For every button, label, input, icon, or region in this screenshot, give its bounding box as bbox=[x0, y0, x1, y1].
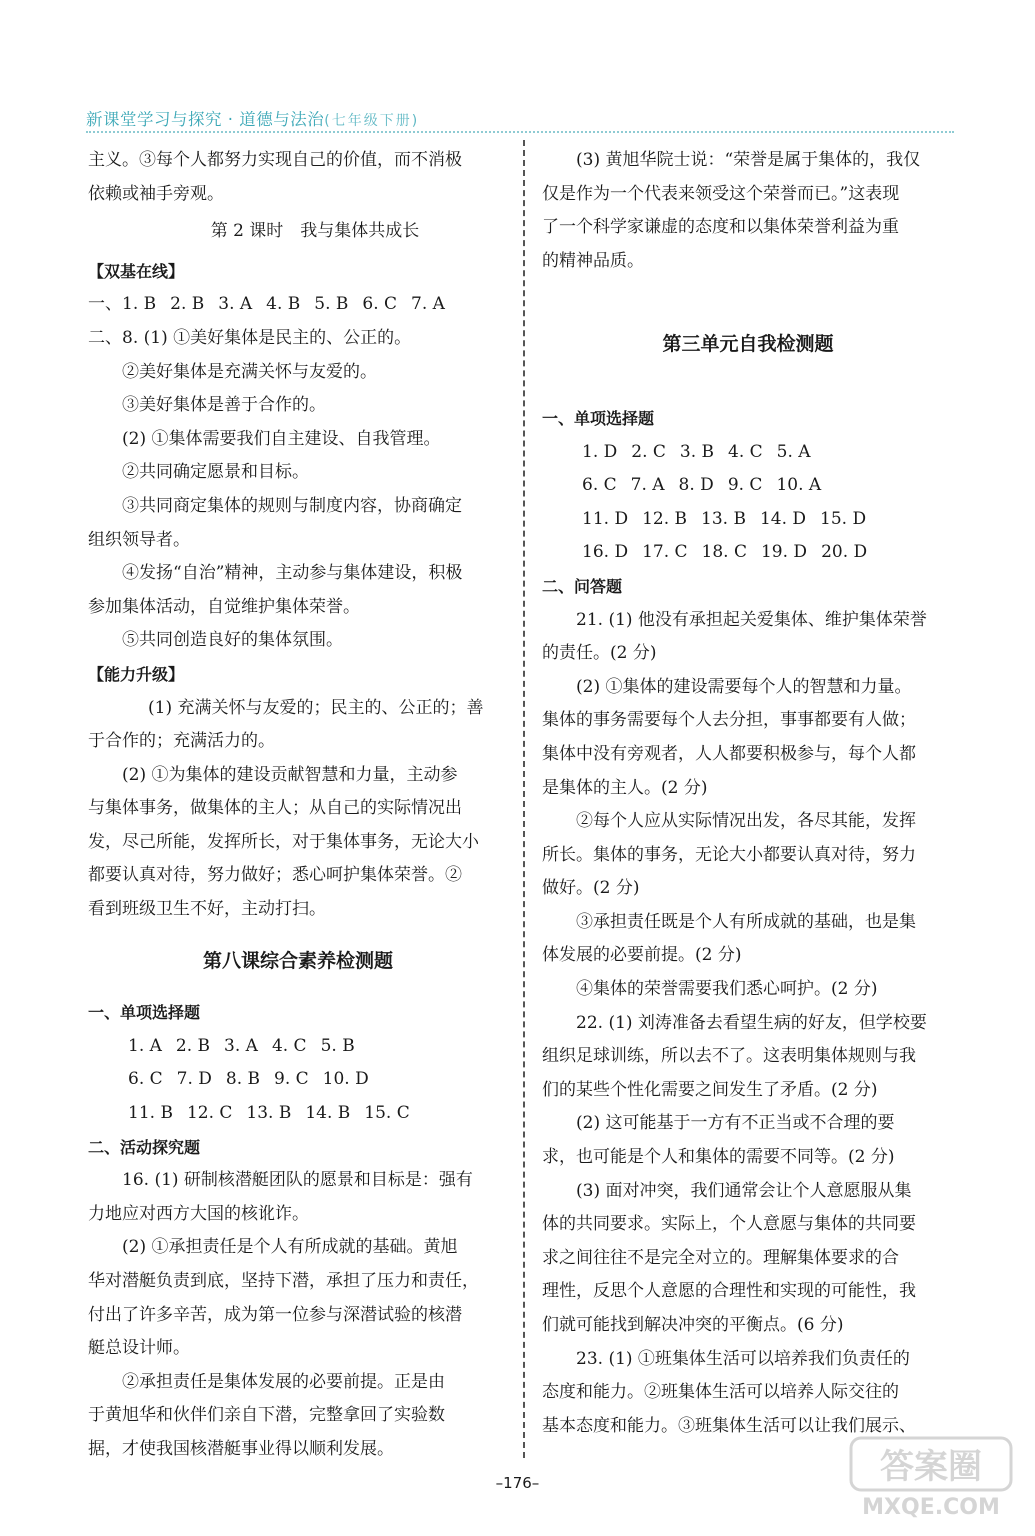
text-line: 集体中没有旁观者，人人都要积极参与，每个人都 bbox=[542, 743, 916, 764]
text-line: (3) 黄旭华院士说：“荣誉是属于集体的，我仅 bbox=[576, 150, 921, 170]
text-line: (1) 充满关怀与友爱的；民主的、公正的；善 bbox=[148, 697, 484, 718]
svg-text:MXQE.COM: MXQE.COM bbox=[862, 1495, 1000, 1520]
text-line: 基本态度和能力。③班集体生活可以让我们展示、 bbox=[542, 1415, 916, 1436]
text-line: 的责任。(2 分) bbox=[542, 643, 657, 664]
watermark-logo bbox=[847, 1432, 1017, 1522]
text-line: 22. (1) 刘涛准备去看望生病的好友，但学校要 bbox=[576, 1012, 927, 1033]
text-line: 做好。(2 分) bbox=[542, 878, 640, 899]
text-line: (3) 面对冲突，我们通常会让个人意愿服从集 bbox=[576, 1180, 912, 1201]
text-line: ②美好集体是充满关怀与友爱的。 bbox=[122, 361, 377, 382]
text-line: 态度和能力。②班集体生活可以培养人际交往的 bbox=[542, 1382, 899, 1403]
text-line: ②承担责任是集体发展的必要前提。正是由 bbox=[122, 1371, 445, 1392]
qa-heading: 二、问答题 bbox=[542, 576, 623, 596]
text-line: ②共同确定愿景和目标。 bbox=[122, 462, 309, 483]
column-divider bbox=[523, 140, 525, 1458]
single-choice-heading: 一、单项选择题 bbox=[88, 1003, 201, 1023]
text-line: 付出了许多辛苦，成为第一位参与深潜试验的核潜 bbox=[88, 1304, 462, 1325]
header-subtitle: (七年级下册) bbox=[324, 113, 420, 129]
text-line: 都要认真对待，努力做好；悉心呵护集体荣誉。② bbox=[88, 865, 462, 886]
svg-text:答案圈: 答案圈 bbox=[880, 1447, 982, 1487]
text-line: 发，尽己所能，发挥所长，对于集体事务，无论大小 bbox=[88, 831, 479, 852]
text-line: 与集体事务，做集体的主人；从自己的实际情况出 bbox=[88, 798, 462, 819]
header-title: 新课堂学习与探究 · 道德与法治 bbox=[86, 110, 325, 129]
answer-row: 1. A 2. B 3. A 4. C 5. B bbox=[128, 1035, 355, 1056]
text-line: 主义。③每个人都努力实现自己的价值，而不消极 bbox=[88, 150, 462, 170]
text-line: 理性，反思个人意愿的合理性和实现的可能性，我 bbox=[542, 1281, 916, 1302]
text-line: 看到班级卫生不好，主动打扫。 bbox=[88, 899, 326, 920]
answer-row: 6. C 7. D 8. B 9. C 10. D bbox=[128, 1069, 369, 1090]
text-line: 于黄旭华和伙伴们亲自下潜，完整拿回了实验数 bbox=[88, 1405, 445, 1426]
text-line: 二、8. (1) ①美好集体是民主的、公正的。 bbox=[88, 327, 412, 348]
text-line: 集体的事务需要每个人去分担，事事都要有人做； bbox=[542, 710, 916, 731]
left-column bbox=[88, 144, 508, 1467]
text-line: ⑤共同创造良好的集体氛围。 bbox=[122, 630, 343, 651]
text-line: 求，也可能是个人和集体的需要不同等。(2 分) bbox=[542, 1147, 895, 1168]
text-line: ③美好集体是善于合作的。 bbox=[122, 395, 326, 416]
text-line: 依赖或袖手旁观。 bbox=[88, 183, 224, 204]
right-column bbox=[542, 144, 954, 1443]
text-line: (2) 这可能基于一方有不正当或不合理的要 bbox=[576, 1113, 895, 1134]
text-line: 们就可能找到解决冲突的平衡点。(6 分) bbox=[542, 1315, 844, 1335]
text-line: 参加集体活动，自觉维护集体荣誉。 bbox=[88, 596, 360, 617]
lesson-title: 第 2 课时 我与集体共成长 bbox=[210, 221, 420, 242]
text-line: 组织足球训练，所以去不了。这表明集体规则与我 bbox=[542, 1046, 916, 1067]
text-line: 23. (1) ①班集体生活可以培养我们负责任的 bbox=[576, 1348, 910, 1369]
activity-heading: 二、活动探究题 bbox=[88, 1137, 201, 1157]
single-choice-heading: 一、单项选择题 bbox=[542, 408, 655, 428]
page-number: –176– bbox=[495, 1474, 540, 1492]
text-line: (2) ①集体需要我们自主建设、自我管理。 bbox=[122, 428, 441, 449]
text-line: ②每个人应从实际情况出发，各尽其能，发挥 bbox=[576, 811, 916, 832]
text-line: 艇总设计师。 bbox=[88, 1338, 190, 1359]
text-line: ③承担责任既是个人有所成就的基础，也是集 bbox=[576, 911, 916, 932]
header-rule bbox=[86, 131, 954, 133]
test-title: 第八课综合素养检测题 bbox=[202, 949, 393, 972]
unit-title: 第三单元自我检测题 bbox=[662, 333, 834, 356]
text-line: 体发展的必要前提。(2 分) bbox=[542, 945, 742, 966]
running-header bbox=[86, 106, 419, 130]
text-line: 于合作的；充满活力的。 bbox=[88, 731, 275, 752]
answer-row: 1. D 2. C 3. B 4. C 5. A bbox=[582, 441, 811, 462]
text-line: 们的某些个性化需要之间发生了矛盾。(2 分) bbox=[542, 1079, 878, 1100]
text-line: 16. (1) 研制核潜艇团队的愿景和目标是：强有 bbox=[122, 1170, 473, 1191]
text-line: ④集体的荣誉需要我们悉心呵护。(2 分) bbox=[576, 979, 878, 1000]
text-line: ③共同商定集体的规则与制度内容，协商确定 bbox=[122, 495, 462, 516]
text-line: (2) ①集体的建设需要每个人的智慧和力量。 bbox=[576, 676, 912, 697]
answer-row: 11. B 12. C 13. B 14. B 15. C bbox=[128, 1103, 410, 1124]
text-line: (2) ①承担责任是个人有所成就的基础。黄旭 bbox=[122, 1237, 458, 1258]
text-line: 求之间往往不是完全对立的。理解集体要求的合 bbox=[542, 1247, 899, 1268]
answer-row: 11. D 12. B 13. B 14. D 15. D bbox=[582, 508, 867, 529]
choice-row: 一、1. B 2. B 3. A 4. B 5. B 6. C 7. A bbox=[88, 294, 445, 315]
answer-row: 6. C 7. A 8. D 9. C 10. A bbox=[582, 475, 822, 496]
text-line: ④发扬“自治”精神，主动参与集体建设，积极 bbox=[122, 563, 463, 584]
text-line: 力地应对西方大国的核讹诈。 bbox=[88, 1203, 309, 1224]
basics-heading: 【双基在线】 bbox=[88, 261, 185, 281]
text-line: 华对潜艇负责到底，坚持下潜，承担了压力和责任， bbox=[88, 1271, 479, 1291]
text-line: 21. (1) 他没有承担起关爱集体、维护集体荣誉 bbox=[576, 609, 927, 630]
text-line: 据，才使我国核潜艇事业得以顺利发展。 bbox=[88, 1438, 394, 1459]
text-line: 的精神品质。 bbox=[542, 250, 644, 271]
text-line: 体的共同要求。实际上，个人意愿与集体的共同要 bbox=[542, 1214, 916, 1235]
text-line: 是集体的主人。(2 分) bbox=[542, 777, 708, 798]
text-line: (2) ①为集体的建设贡献智慧和力量，主动参 bbox=[122, 764, 458, 785]
text-line: 仅是作为一个代表来领受这个荣誉而已。”这表现 bbox=[542, 183, 900, 204]
text-line: 了一个科学家谦虚的态度和以集体荣誉利益为重 bbox=[542, 217, 899, 238]
text-line: 组织领导者。 bbox=[88, 529, 190, 550]
answer-row: 16. D 17. C 18. C 19. D 20. D bbox=[582, 542, 868, 563]
text-line: 所长。集体的事务，无论大小都要认真对待，努力 bbox=[542, 844, 916, 865]
ability-heading: 【能力升级】 bbox=[88, 664, 185, 684]
